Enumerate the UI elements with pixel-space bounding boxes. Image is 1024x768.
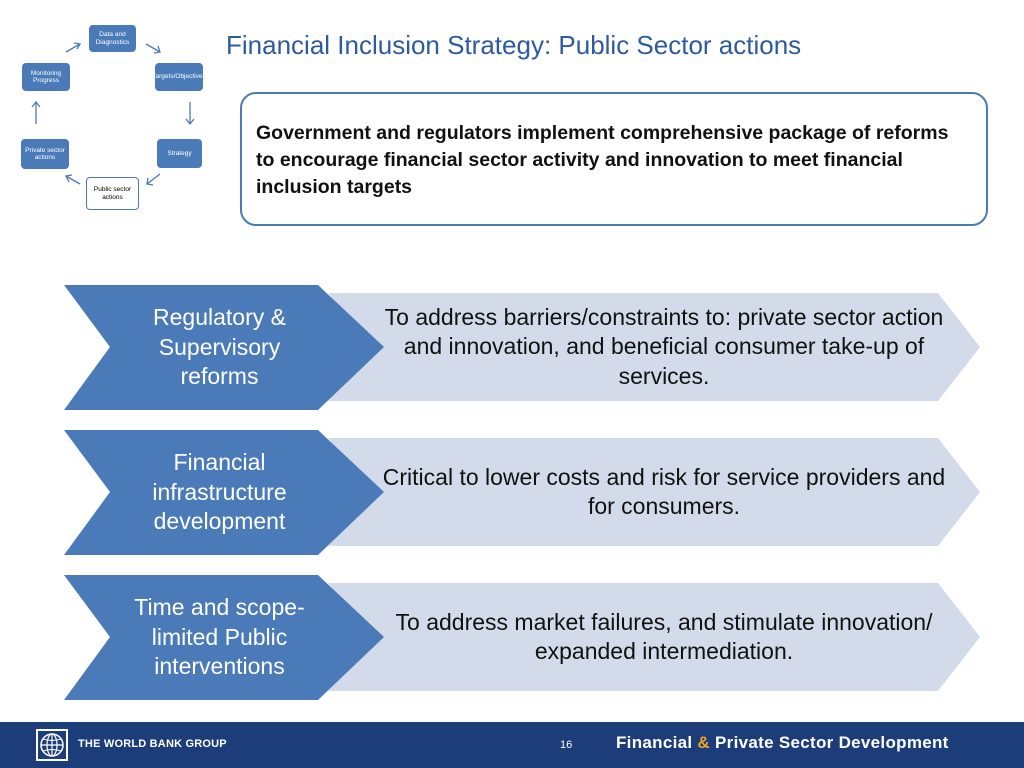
row-3-description: To address market failures, and stimulate innovation/ expanded intermediation. [395, 608, 933, 664]
page-number: 16 [560, 739, 573, 751]
row-3-label: Time and scope-limited Public interventions [134, 594, 305, 680]
fpd-wordmark [616, 733, 949, 753]
cycle-monitoring: Monitoring Progress [22, 63, 70, 91]
fpd-part2: Private Sector Development [715, 733, 949, 752]
row-2-label: Financial infrastructure development [152, 449, 287, 535]
cycle-public-sector: Public sector actions [86, 177, 139, 210]
page-title: Financial Inclusion Strategy: Public Sector actions [226, 30, 802, 60]
cycle-targets: Targets/Objectives [155, 63, 203, 91]
world-bank-logo-icon [36, 729, 68, 761]
row-1-label: Regulatory & Supervisory reforms [153, 304, 286, 390]
fpd-ampersand: & [697, 733, 710, 752]
row-2-description: Critical to lower costs and risk for service providers and for consumers. [382, 463, 946, 519]
row-1-description: To address barriers/constraints to: private sector action and innovation, and beneficial consumer take-up of services. [384, 303, 944, 389]
world-bank-group-text: THE WORLD BANK GROUP [78, 738, 227, 750]
cycle-data-diagnostics: Data and Diagnostics [89, 25, 136, 52]
callout-box: Government and regulators implement comprehensive package of reforms to encourage financial sector activity and innovation to meet financial inclusion targets [240, 92, 988, 226]
cycle-private-sector: Private sector actions [21, 139, 69, 169]
fpd-part1: Financial [616, 733, 693, 752]
cycle-strategy: Strategy [157, 139, 202, 168]
